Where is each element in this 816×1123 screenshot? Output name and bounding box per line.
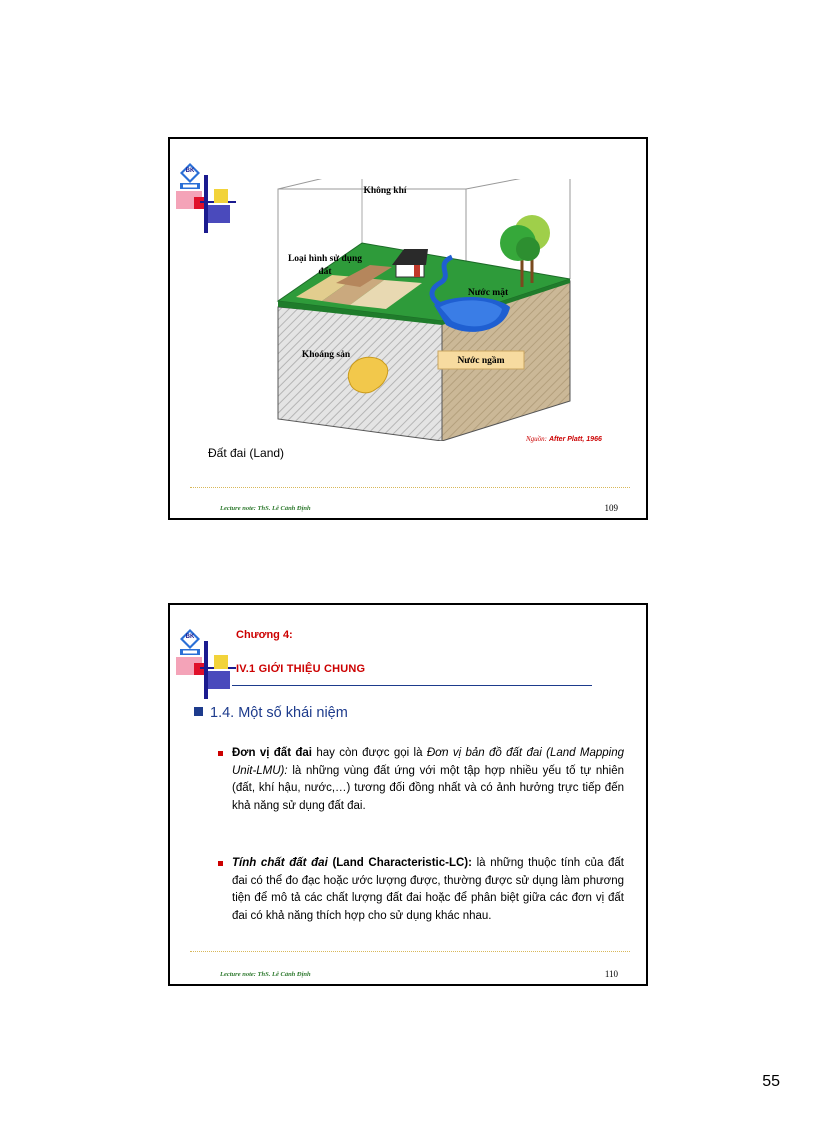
bullet-land-unit: Đơn vị đất đai hay còn được gọi là Đơn vị bản đồ đất đai (Land Mapping Unit-LMU): là những vùng đất ứng với một tập hợp nhiều yếu tố tự nhiên (đất, khí hậu, nước,…) tương đối đồng nhất và có ảnh hưởng trực tiếp đến khả năng sử dụng đất đai. [232, 745, 624, 815]
bullet-square-icon [194, 707, 203, 716]
bullet-land-characteristic: Tính chất đất đai (Land Characteristic-LC): là những thuộc tính của đất đai có thể đo đạc hoặc ước lượng được, thường được sử dụng làm phương tiện để mô tả các chất lượng đất đai hoặc để phân biệt giữa các đơn vị đất đai có khả năng thích hợp cho sử dụng khác nhau. [232, 855, 624, 925]
svg-text:BK: BK [185, 168, 195, 174]
slide-number: 110 [604, 969, 618, 979]
label-land-use: Loại hình sử dụng đất [287, 254, 363, 277]
slide-109 [168, 137, 648, 520]
label-minerals: Khoáng sản [301, 350, 351, 360]
slide-110 [168, 603, 648, 986]
label-surface-water: Nước mặt [467, 288, 509, 298]
label-groundwater: Nước ngầm [457, 356, 505, 366]
bullet-icon [218, 751, 223, 756]
lecture-note: Lecture note: ThS. Lê Cảnh Định [220, 505, 311, 512]
chapter-title: Chương 4: [236, 629, 293, 641]
svg-text:BK: BK [185, 634, 195, 640]
slide-caption: Đất đai (Land) [208, 446, 285, 460]
bk-logo [174, 161, 238, 237]
section-title: IV.1 GIỚI THIỆU CHUNG [236, 663, 366, 675]
page-number: 55 [762, 1073, 780, 1090]
bullet-icon [218, 861, 223, 866]
label-air: Không khí [363, 186, 407, 196]
title-underline [232, 685, 592, 686]
lecture-note: Lecture note: ThS. Lê Cảnh Định [220, 971, 311, 978]
source-note: Nguồn: After Platt, 1966 [526, 435, 602, 443]
slide-number: 109 [604, 503, 618, 513]
land-diagram [274, 179, 624, 441]
concepts-heading: 1.4. Một số khái niệm [194, 705, 348, 721]
bk-logo [174, 627, 238, 703]
footer-divider [190, 487, 630, 488]
footer-divider [190, 951, 630, 952]
